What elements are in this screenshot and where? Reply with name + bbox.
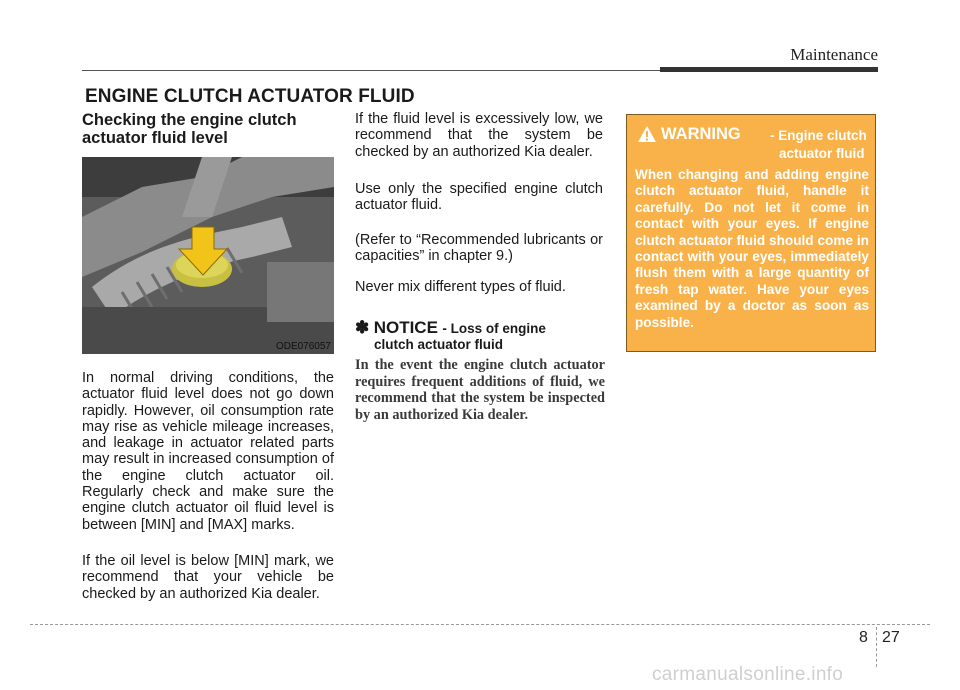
warning-label: WARNING [661,125,741,143]
body-paragraph: If the oil level is below [MIN] mark, we recommend that your vehicle be checked by an authorized Kia dealer. [82,553,334,602]
section-label: Maintenance [790,45,878,64]
header-rule [82,70,660,71]
notice-subtitle-continued: clutch actuator fluid [374,337,504,352]
watermark: carmanualsonline.info [652,664,844,685]
notice-label: NOTICE [373,318,438,337]
engine-photo [82,157,334,354]
notice-body: In the event the engine clutch actuator requires frequent additions of fluid, we recommend that the system be inspected by an authorized Kia dealer. [355,357,605,423]
section-title: ENGINE CLUTCH ACTUATOR FLUID [85,86,415,107]
body-paragraph: Use only the specified engine clutch actuator fluid. [355,181,603,214]
footer-divider [876,627,877,667]
chapter-number: 8 [859,629,868,646]
photo-caption: ODE076057 [275,341,331,352]
body-paragraph: In normal driving conditions, the actuator fluid level does not go down rapidly. However, oil consumption rate may rise as vehicle mileage increases, and leakage in actuator related parts may result in increased consumption of the engine clutch actuator oil. Regularly check and make sure the engine clutch actuator oil fluid level is between [MIN] and [MAX] marks. [82,370,334,533]
warning-body: When changing and adding engine clutch actuator fluid, handle it carefully. Do not let it come in contact with your eyes. If engine clutch actuator fluid should come in contact with your eyes, immediately flush them with a large quantity of fresh tap water. Have your eyes examined by a doctor as soon as possible. [635,167,869,330]
notice-subtitle: - Loss of engine [442,321,546,336]
notice-heading [355,318,605,352]
header-bar [660,67,878,72]
footer-rule [30,624,930,625]
warning-subtitle: - Engine clutch [770,128,867,143]
warning-box [626,114,876,352]
body-paragraph: (Refer to “Recommended lubricants or capacities” in chapter 9.) [355,232,603,265]
page-number: 27 [882,629,900,646]
subsection-title: Checking the engine clutch actuator fluid level [82,111,297,147]
body-paragraph: If the fluid level is excessively low, we recommend that the system be checked by an authorized Kia dealer. [355,111,603,160]
engine-bay-illustration [82,157,334,354]
body-paragraph: Never mix different types of fluid. [355,279,566,295]
warning-triangle-icon [637,125,657,143]
warning-subtitle-continued: actuator fluid [779,146,865,161]
notice-star-icon: ✽ [355,318,370,337]
